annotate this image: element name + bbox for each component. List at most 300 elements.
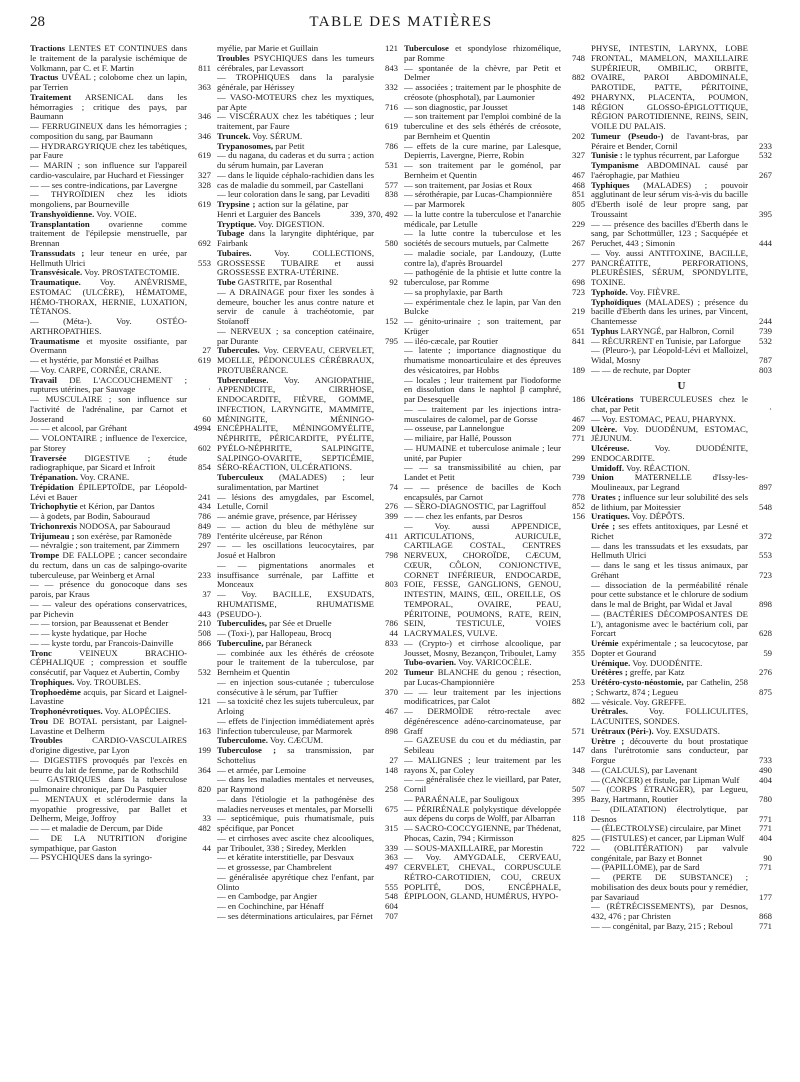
index-entry	[591, 844, 772, 864]
entry-headword: Tuberculine,	[217, 637, 264, 648]
entry-page-ref: 553	[197, 257, 211, 268]
entry-headword: Trou	[30, 715, 49, 726]
entry-text: — vésicale. Voy. GREFFE.	[591, 696, 687, 707]
entry-text: — (DILATATION) électrolytique, par Desnos	[591, 803, 748, 824]
entry-page-ref: 866	[197, 637, 211, 648]
entry-text: — MALIGNES ; leur traitement par les rayons X, par Coley	[404, 754, 561, 775]
entry-text: Voy. ANÉVRISME, ESTOMAC (ULCÈRE), HÉMATOME, HÉMO-THORAX, HERNIE, LUXATION, TÉTANOS.	[30, 277, 187, 317]
entry-text: Voy. VOIE.	[96, 208, 137, 219]
entry-text: son exérèse, par Ramonède	[76, 530, 172, 541]
entry-text: Voy. CERVEAU, CERVELET, MOELLE, PÉDONCULES CÉRÉBRAUX, PROTUBÉRANCE.	[217, 345, 374, 375]
entry-headword: Typhiques	[591, 179, 630, 190]
entry-headword: Trépanation.	[30, 472, 78, 482]
index-entry	[591, 346, 772, 366]
entry-text: DE BOTAL persistant, par Laignel-Lavastine et Delherm	[30, 715, 187, 736]
index-entry	[217, 697, 398, 717]
entry-page-ref: 404	[758, 774, 772, 785]
index-entry	[404, 346, 585, 375]
entry-text: — leur coloration dans le sang, par Levaditi	[217, 189, 370, 200]
entry-headword: Urétéro-cysto-néostomie,	[591, 677, 684, 687]
entry-page-ref: 854	[197, 462, 211, 473]
entry-text: Voy. PROSTATECTOMIE.	[84, 267, 180, 278]
entry-text: Voy. DUODÉNITE.	[632, 657, 703, 668]
index-entry	[404, 83, 585, 103]
entry-page-ref: 297	[197, 540, 211, 551]
entry-page-ref: 27	[202, 345, 211, 356]
entry-text: VEINEUX BRACHIO-CÉPHALIQUE ; compression et souffle consécutif, par Vaquez et Aubertin, Comby	[30, 647, 188, 677]
entry-text: — dissociation de la perméabilité rénale pour cette substance et le chlorure de sodium dans le mal de Bright, par Widal et Javal	[591, 579, 748, 609]
entry-text: — (ÉLECTROLYSE) circulaire, par Minet	[591, 823, 741, 834]
entry-text: — Voy. aussi APPENDICE, ARTICULATIONS, AURICULE, CARTILAGE COSTAL, CENTRES NERVEUX, CHOROÏDE, CÆCUM, CŒUR, CÔLON, CONJONCTIVE, CORNET INFÉRIEUR, ENDOCARDE, FOIE, FESSE, GANGLIONS, GENOU, INTESTIN, MAINS, ŒIL, OREILLE, OS TEMPORAL, OVAIRE, PEAU, PÉRITOINE, POUMONS, RATE, REIN, SEIN, TESTICULE, VOIES LACRYMALES, VULVE.	[404, 520, 561, 638]
index-entry	[404, 142, 585, 162]
entry-page-ref: 805	[571, 199, 585, 209]
entry-text: — locales ; leur traitement par l'iodoforme en dissolution dans le naphtol β camphré, par Desesquelle	[404, 374, 561, 404]
entry-text: — (FISTULES) et cancer, par Lipman Wulf	[591, 833, 745, 843]
page-title: TABLE DES MATIÈRES	[309, 14, 493, 30]
entry-text: — sa prophylaxie, par Barth	[404, 286, 503, 297]
entry-page-ref: 532	[758, 335, 772, 346]
entry-text: Voy. DÉPÔTS.	[631, 511, 685, 522]
entry-page-ref: 733	[758, 755, 772, 765]
entry-headword: Trophonévrotiques.	[30, 706, 103, 716]
entry-text: DE FALLOPE ; cancer secondaire du rectum, dans un cas de salpingo-ovarite tuberculeuse, par Weinberg et Arnal	[30, 550, 187, 580]
entry-text: CARDIO-VASCULAIRES d'origine digestive, par Lyon	[30, 735, 187, 755]
entry-page-ref: 532	[197, 667, 211, 677]
entry-page-ref: 121	[384, 44, 398, 53]
index-entry	[30, 161, 211, 181]
entry-page-ref: 531	[384, 160, 398, 170]
entry-text: — PSYCHIQUES dans la syringo-	[30, 852, 153, 863]
entry-text: — combinée aux les éthérés de créosote pour le traitement de la tuberculose, par Bernheim et Quentin	[217, 647, 374, 677]
entry-text: Voy. ALOPÉCIES.	[104, 706, 171, 716]
entry-page-ref: 27	[389, 754, 398, 765]
entry-text: MATERNELLE d'Issy-les-Moulineaux, par Legrand	[591, 472, 748, 492]
entry-page-ref: 327	[197, 169, 211, 180]
index-entry	[404, 707, 585, 736]
entry-page-ref: 148	[384, 764, 398, 775]
entry-text: ÉPILEPTOÏDE, par Léopold-Lévi et Bauer	[30, 481, 188, 502]
index-entry	[404, 112, 585, 141]
entry-text: — et grossesse, par Chambrelent	[217, 862, 332, 872]
entry-page-ref: 467	[571, 169, 585, 180]
index-entry	[30, 795, 211, 824]
index-entry	[217, 93, 398, 113]
entry-page-ref: 882	[571, 72, 585, 83]
entry-text: — — kyste hydatique, par Hoche	[30, 628, 147, 638]
entry-page-ref: 868	[758, 911, 772, 921]
entry-page-ref: 44	[389, 628, 398, 638]
entry-headword: Tractions	[30, 44, 66, 53]
entry-text: — — action du bleu de méthylène sur l'entérite ulcéreuse, par Rénon	[217, 520, 374, 541]
entry-text: (MALADES) ; présence du bacille d'Eberth dans les urines, par Vincent, Chantemesse	[591, 296, 749, 326]
entry-text: — en Cochinchine, par Hénaff	[217, 901, 324, 911]
entry-headword: Union	[591, 472, 614, 483]
entry-text: — Voy. AMYGDALE, CERVEAU, CERVELET, CHEVAL, CORPUSCULE RÉTRO-CAROTIDIEN, COU, CREUX POPLITÉ, DOS, ENCÉPHALE, ÉPIPLOON, GLAND, HUMÉRUS, HYPO-	[404, 852, 561, 902]
index-entry	[404, 639, 585, 659]
entry-page-ref: 577	[384, 179, 398, 190]
entry-page-ref: 147	[571, 745, 585, 755]
entry-headword: Tuberculeux	[217, 472, 264, 482]
entry-headword: Urétères ;	[591, 667, 628, 678]
index-entry	[30, 44, 211, 73]
entry-headword: Tractus	[30, 72, 59, 83]
index-entry	[591, 737, 772, 766]
index-entry	[404, 44, 585, 64]
entry-headword: Urétraux (Péri-).	[591, 725, 654, 736]
entry-page-ref: 748	[571, 52, 585, 63]
entry-text: — — présence des bacilles d'Eberth dans le sang, par Schottmüller, 123 ; Sacquépée et Peruchet, 443 ; Simonin	[591, 218, 748, 248]
entry-page-ref: 443	[197, 608, 211, 619]
entry-text: — MARIN ; son influence sur l'appareil cardio-vasculaire, par Huchard et Fiessinger	[30, 160, 187, 180]
entry-text: — — pigmentations anormales et insuffisance surrénale, par Laffitte et Monceaux	[217, 559, 374, 590]
entry-page-ref: 780	[758, 794, 772, 804]
entry-page-ref: 60	[202, 413, 211, 424]
entry-text: (MALADES) ; pouvoir agglutinant de leur sérum vis-à-vis du bacille d'Eberth isolé de leur propre sang, par Troussaint	[591, 179, 748, 219]
entry-text: — dans le liquide céphalo-rachidien dans les cas de maladie du sommeil, par Castellani	[217, 169, 374, 190]
entry-page-ref: 716	[384, 101, 398, 112]
entry-headword: Tuberculose ;	[217, 745, 276, 755]
entry-page-ref: 771	[758, 823, 772, 834]
entry-page-ref: 276	[758, 667, 772, 678]
entry-text: — et cirrhoses avec ascite chez alcooliques, par Triboulet, 338 ; Siredey, Merklen	[217, 832, 374, 853]
index-entry	[591, 473, 772, 493]
index-entry	[217, 54, 398, 74]
index-entry	[217, 649, 398, 678]
entry-page-ref: 90	[763, 852, 772, 863]
entry-text: — expérimentale chez le lapin, par Van den Bulcke	[404, 296, 561, 317]
index-entry	[30, 337, 211, 357]
entry-page-ref: 786	[384, 140, 398, 151]
entry-page-ref: 851	[571, 189, 585, 200]
index-entry	[404, 463, 585, 483]
entry-page-ref: 843	[384, 62, 398, 73]
entry-text: Voy. ANGIOPATHIE, APPENDICITE, CIRRHOSE, ENDOCARDITE, FIÈVRE, GOMME, INFECTION, LARYNGITE, MAMMITE, MÉNINGITE, MÉNINGO-ENCÉPHALITE, MÉNINGOMYÉLITE, NÉPHRITE, PÉRICARDITE, PYÉLITE, PYÉLO-NÉPHRITE, SALPINGITE, SALPINGO-OVARITE, SEPTICÉMIE, SÉRO-RÉACTION, ULCÉRATIONS.	[217, 374, 375, 473]
entry-headword: Tubercules.	[217, 345, 260, 356]
entry-text: — — de rechute, par Dopter	[591, 364, 691, 375]
entry-text: — miliaire, par Hallé, Pousson	[404, 433, 512, 443]
index-entry	[217, 327, 398, 347]
entry-page-ref: 219	[571, 306, 585, 317]
entry-headword: Urétrales.	[591, 706, 628, 717]
entry-headword: Urée ;	[591, 521, 616, 531]
entry-page-ref: 548	[384, 891, 398, 902]
entry-headword: Tumeur (Pseudo-)	[591, 130, 664, 141]
entry-text: — son traitement par le goménol, par Bernheim et Quentin	[404, 160, 561, 180]
entry-text: Voy. TROUBLES.	[76, 676, 141, 687]
index-entry	[591, 707, 772, 727]
entry-text: (MALADES) ; leur suralimentation, par Martinet	[217, 472, 375, 492]
index-entry	[404, 161, 585, 181]
entry-text: et myosite ossifiante, par Overmann	[30, 335, 187, 356]
entry-text: — — sa transmissibilité au chien, par Landet et Petit	[404, 462, 561, 482]
entry-text: Voy. DUODÉNUM, ESTOMAC, JÉJUNUM.	[591, 423, 749, 444]
entry-page-ref: 787	[758, 355, 772, 365]
entry-page-ref: 852	[571, 501, 585, 512]
entry-text: NODOSA, par Sabouraud	[79, 520, 171, 531]
index-entry	[217, 171, 398, 191]
entry-headword: Transsudats ;	[30, 247, 85, 258]
index-entry	[591, 805, 772, 825]
entry-page-ref: 395	[758, 208, 772, 219]
entry-page-ref: 332	[384, 82, 398, 92]
entry-text: — (BACTÉRIES DÉCOMPOSANTES DE L'), antagonisme avec le bactérium coli, par Forcart	[591, 608, 748, 639]
index-entry	[404, 853, 585, 902]
index-entry	[30, 853, 211, 863]
entry-page-ref: 675	[384, 803, 398, 814]
entry-text: — dans les transsudats et les exsudats, par Hellmuth Ulrici	[591, 540, 748, 561]
entry-text: — SÉRO-DIAGNOSTIC, par Lagriffoul	[404, 501, 547, 512]
entry-text: — RÉCURRENT en Tunisie, par Laforgue	[591, 335, 741, 346]
entry-headword: Trophiques.	[30, 676, 75, 687]
entry-headword: Trypsine ;	[217, 199, 256, 209]
entry-text: — GAZEUSE du cou et du médiastin, par Sebileau	[404, 735, 561, 755]
index-column-2	[217, 44, 398, 1076]
entry-text: par Béraneck	[265, 637, 312, 648]
entry-headword: Trichophytie	[30, 501, 78, 512]
index-entry	[591, 249, 772, 288]
index-entry	[217, 873, 398, 893]
entry-text: LARYNGÉ, par Halbron, Cornil	[620, 325, 735, 336]
entry-page-ref: 786	[197, 511, 211, 521]
entry-text: — A DRAINAGE pour fixer les sondes à demeure, boucher les anus contre nature et servir de canule à trachéotomie, par Stoïanoff	[217, 286, 374, 326]
entry-page-ref: 833	[384, 637, 398, 648]
entry-text: — NERVEUX ; sa conception catéinaire, par Durante	[217, 325, 374, 346]
entry-text: Voy. COLLECTIONS, GROSSESSE TUBAIRE et aussi GROSSESSE EXTRA-UTÉRINE.	[217, 247, 375, 278]
entry-headword: Ulcère.	[591, 423, 618, 434]
entry-page-ref: ·	[208, 384, 211, 395]
entry-page-ref: 202	[384, 667, 398, 677]
entry-text: — (Toxi-), par Hallopeau, Brocq	[217, 628, 332, 638]
entry-text: — et kératite interstitielle, par Desvaux	[217, 852, 355, 863]
entry-text: le typhus récurrent, par Laforgue	[624, 150, 740, 161]
page-header	[30, 14, 772, 40]
entry-text: par Cathelin, 258 ; Schwartz, 874 ; Legueu	[591, 677, 749, 697]
entry-text: influence sur leur solubilité des sels de lithium, par Moitessier	[591, 491, 748, 512]
entry-text: DE L'ACCOUCHEMENT ; ruptures utérines, par Sauvage	[30, 374, 188, 395]
entry-page-ref: 33	[202, 813, 211, 824]
entry-headword: Tuberculose	[404, 44, 449, 53]
entry-page-ref: 571	[571, 725, 585, 736]
entry-text: — (RÉTRÉCISSEMENTS), par Desnos, 432, 476 ; par Christen	[591, 901, 748, 921]
index-entry	[217, 561, 398, 590]
index-entry	[591, 922, 772, 932]
index-column-3	[404, 44, 585, 1076]
entry-text: — VISCÉRAUX chez les tabétiques ; leur traitement, par Faure	[217, 111, 374, 131]
index-column-1	[30, 44, 211, 1076]
entry-headword: Tryptique.	[217, 218, 257, 229]
entry-text: — THYROÏDIEN chez les idiots mongoliens, par Bourneville	[30, 189, 187, 209]
index-entry	[217, 522, 398, 542]
entry-page-ref: 364	[197, 764, 211, 775]
entry-text: — PÉRIRÉNALE polykystique développée aux dépens du corps de Wolff, par Albarran	[404, 803, 561, 824]
index-entry	[591, 902, 772, 922]
index-entry	[591, 444, 772, 464]
entry-page-ref: 348	[571, 764, 585, 775]
entry-text: — sa toxicité chez les sujets tuberculeux, par Arloing	[217, 696, 374, 716]
entry-page-ref: 163	[197, 725, 211, 736]
entry-page-ref: 482	[197, 823, 211, 833]
entry-page-ref: 838	[384, 189, 398, 200]
entry-page-ref: 651	[571, 325, 585, 336]
entry-text: TUBERCULEUSES chez le chat, par Petit	[591, 394, 748, 414]
index-entry	[591, 639, 772, 659]
index-entry	[30, 434, 211, 454]
entry-page-ref: 241	[197, 491, 211, 502]
index-entry	[217, 112, 398, 132]
entry-page-ref: 789	[197, 530, 211, 541]
entry-headword: Tumeur	[404, 667, 434, 677]
entry-headword: Traumatisme	[30, 335, 80, 346]
entry-headword: Trichonrexis	[30, 520, 77, 531]
entry-text: — — chez les enfants, par Desros	[404, 511, 523, 521]
entry-page-ref: 244	[758, 316, 772, 326]
entry-page-ref: 363	[197, 82, 211, 92]
entry-headword: Tuberculeuse.	[217, 374, 269, 385]
entry-text: — — torsion, par Beaussenat et Bender	[30, 618, 169, 629]
entry-text: — Voy. BACILLE, EXSUDATS, RHUMATISME, RHUMATISME (PSEUDO-).	[217, 589, 374, 619]
index-entry	[30, 756, 211, 776]
entry-text: — (PAPILLOME), par de Sard	[591, 862, 700, 873]
entry-headword: Trijumeau ;	[30, 530, 75, 541]
index-entry	[30, 376, 211, 396]
index-entry	[591, 561, 772, 581]
entry-headword: Transplantation	[30, 218, 90, 229]
entry-page-ref: 722	[571, 842, 585, 853]
entry-text: BLANCHE du genou ; résection, par Lucas-Championnière	[404, 667, 562, 687]
entry-page-ref: 723	[571, 286, 585, 297]
entry-page-ref: 253	[571, 676, 585, 687]
entry-text: — son traitement par l'emploi combiné de la tuberculine et des sels éthérés de créosote, par Bernheim et Quentin	[404, 111, 561, 141]
entry-page-ref: 199	[197, 745, 211, 755]
index-entry	[404, 775, 585, 795]
entry-page-ref: 619	[384, 121, 398, 131]
entry-page-ref: 604	[384, 901, 398, 911]
index-entry	[404, 405, 585, 425]
index-entry	[404, 317, 585, 337]
entry-page-ref: 467	[384, 706, 398, 716]
index-entry	[591, 678, 772, 698]
entry-page-ref: 825	[571, 832, 585, 843]
entry-page-ref: 299	[571, 452, 585, 463]
entry-text: acquis, par Sicard et Laignel-Lavastine	[30, 686, 187, 707]
entry-text: — Voy. CARPE, CORNÉE, CRANE.	[30, 364, 162, 375]
entry-headword: Truncek.	[217, 130, 251, 141]
entry-text: — osseuse, par Lannelongue	[404, 423, 505, 434]
entry-text: — DIGESTIFS provoqués par l'excès en beurre du lait de femme, par de Rothschild	[30, 754, 187, 775]
entry-headword: Urates ;	[591, 491, 621, 502]
index-entry	[217, 678, 398, 698]
index-entry	[217, 912, 398, 922]
entry-text: — pathogénie de la phtisie et lutte contre la tuberculose, par Romme	[404, 267, 561, 287]
index-entry	[30, 190, 211, 210]
index-entry	[30, 483, 211, 503]
index-entry	[404, 483, 585, 503]
index-entry	[30, 93, 211, 122]
entry-text: — effets de la cure marine, par Lalesque, Depierris, Lavergne, Pierre, Robin	[404, 140, 561, 161]
index-entry	[591, 44, 772, 132]
index-entry	[404, 805, 585, 825]
entry-page-ref: 370	[384, 686, 398, 697]
entry-headword: Tuberculome.	[217, 735, 268, 746]
index-entry	[30, 454, 211, 474]
index-entry	[30, 649, 211, 678]
index-entry	[404, 736, 585, 756]
entry-text: — dans le sang et les tissus animaux, par Gréhant	[591, 560, 748, 580]
entry-headword: Umidoff.	[591, 462, 625, 473]
entry-text: — (Pleuro-), par Léopold-Lévi et Malloizel, Widal, Mosny	[591, 345, 748, 365]
entry-text: ovarienne comme traitement de l'épilepsie menstruelle, par Brennan	[30, 218, 187, 248]
entry-page-ref: 497	[384, 862, 398, 872]
entry-page-ref: 233	[197, 569, 211, 580]
section-letter: U	[677, 379, 686, 392]
entry-text: — son traitement, par Josias et Roux	[404, 179, 533, 190]
index-entry	[591, 581, 772, 610]
entry-text: — (PERTE DE SUBSTANCE) ; mobilisation des deux bouts pour y remédier, par Savariaud	[591, 872, 748, 902]
entry-page-ref: 707	[384, 910, 398, 921]
entry-text: — HYDRARGYRIQUE chez les tabétiques, par Faure	[30, 140, 187, 161]
entry-page-ref: 897	[758, 482, 772, 492]
entry-headword: Ulcéreuse.	[591, 443, 630, 453]
entry-page-ref: 555	[384, 881, 398, 892]
index-entry	[30, 122, 211, 142]
index-entry	[217, 229, 398, 249]
entry-text: découverte du bout prostatique dans l'urétrotomie sans conducteur, par Forgue	[591, 735, 748, 765]
entry-text: PSYCHIQUES dans les tumeurs cérébrales, par Levassort	[217, 52, 375, 73]
entry-text: — — et maladie de Dercum, par Dide	[30, 823, 163, 833]
entry-text: — spontanée de la chèvre, par Petit et Delmer	[404, 62, 561, 83]
index-entry	[217, 775, 398, 795]
index-entry	[30, 249, 211, 269]
entry-page-ref: 404	[758, 833, 772, 843]
index-entry	[591, 522, 772, 542]
entry-page-ref: 771	[758, 920, 772, 931]
entry-page-ref: 229	[571, 218, 585, 229]
index-entry	[217, 541, 398, 561]
index-entry	[217, 200, 398, 220]
entry-page-ref: 468	[571, 179, 585, 190]
index-entry	[30, 688, 211, 708]
index-entry	[217, 834, 398, 854]
entry-page-ref: 277	[571, 257, 585, 268]
entry-page-ref: 739	[571, 472, 585, 482]
entry-page-ref: 74	[389, 481, 398, 492]
index-entry	[30, 395, 211, 424]
entry-text: leur teneur en urée, par Hellmuth Ulrici	[30, 247, 187, 268]
entry-page-ref: 346	[197, 130, 211, 141]
entry-text: sa transmission, par Schottelius	[217, 745, 374, 765]
entry-text: — (CANCER) et fistule, par Lipman Wulf	[591, 774, 740, 785]
index-entry	[591, 161, 772, 181]
entry-text: Voy. CÆCUM.	[269, 735, 324, 746]
entry-page-ref: 315	[384, 823, 398, 833]
index-entry	[217, 473, 398, 493]
index-entry	[404, 229, 585, 249]
entry-text: Voy. SÉRUM.	[252, 130, 303, 141]
entry-page-ref: 490	[758, 764, 772, 775]
index-entry	[30, 278, 211, 317]
entry-text: ARSENICAL dans les hémorragies ; critique des pays, par Baumann	[30, 91, 187, 122]
entry-text: — (CALCULS), par Lavenant	[591, 764, 698, 775]
index-entry	[404, 298, 585, 318]
entry-page-ref: 771	[758, 862, 772, 873]
entry-text: — VASO-MOTEURS chez les myxtiques, par Apte	[217, 91, 374, 112]
index-entry	[30, 580, 211, 600]
index-entry	[591, 366, 772, 376]
entry-page-ref: 444	[758, 238, 772, 248]
entry-headword: Traumatique.	[30, 277, 81, 287]
entry-text: — (Crypto-) et cirrhose alcoolique, par Jousset, Mosny, Bezançon, Triboulet, Lamy	[404, 637, 561, 658]
entry-page-ref: 803	[384, 579, 398, 590]
